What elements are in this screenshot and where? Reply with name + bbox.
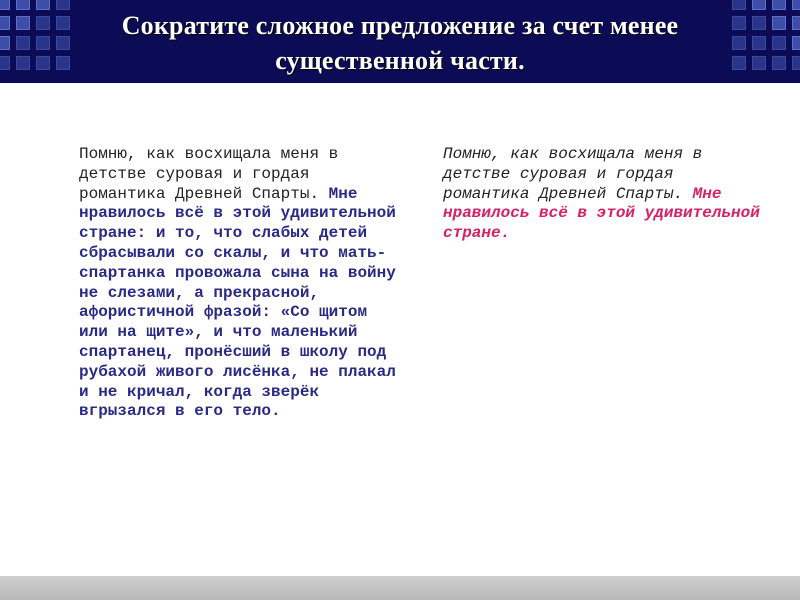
original-highlighted-text: Мне нравилось всё в этой удивительной стране: и то, что слабых детей сбрасывали со скалы, и что мать-спартанка провожала сына на войну не слезами, а прекрасной, афористичной фразой: «Со щитом или на щите», и что маленький спартанец, пронёсший в школу под рубахой живого лисёнка, не плакал и не кричал, когда зверёк вгрызался в его тело. <box>79 184 396 421</box>
shortened-plain-text: Помню, как восхищала меня в детстве суровая и гордая романтика Древней Спарты. <box>443 145 703 203</box>
decor-squares-left <box>0 0 70 70</box>
original-text-block <box>79 145 399 422</box>
slide-header <box>0 0 800 83</box>
slide-footer-bar <box>0 576 800 600</box>
slide-title: Сократите сложное предложение за счет менее существенной части. <box>121 11 679 75</box>
shortened-text-block <box>443 145 763 244</box>
original-plain-text: Помню, как восхищала меня в детстве суровая и гордая романтика Древней Спарты. <box>79 145 339 203</box>
shortened-highlighted-text: Мне нравилось всё в этой удивительной стране. <box>443 184 760 243</box>
decor-squares-right <box>732 0 800 70</box>
